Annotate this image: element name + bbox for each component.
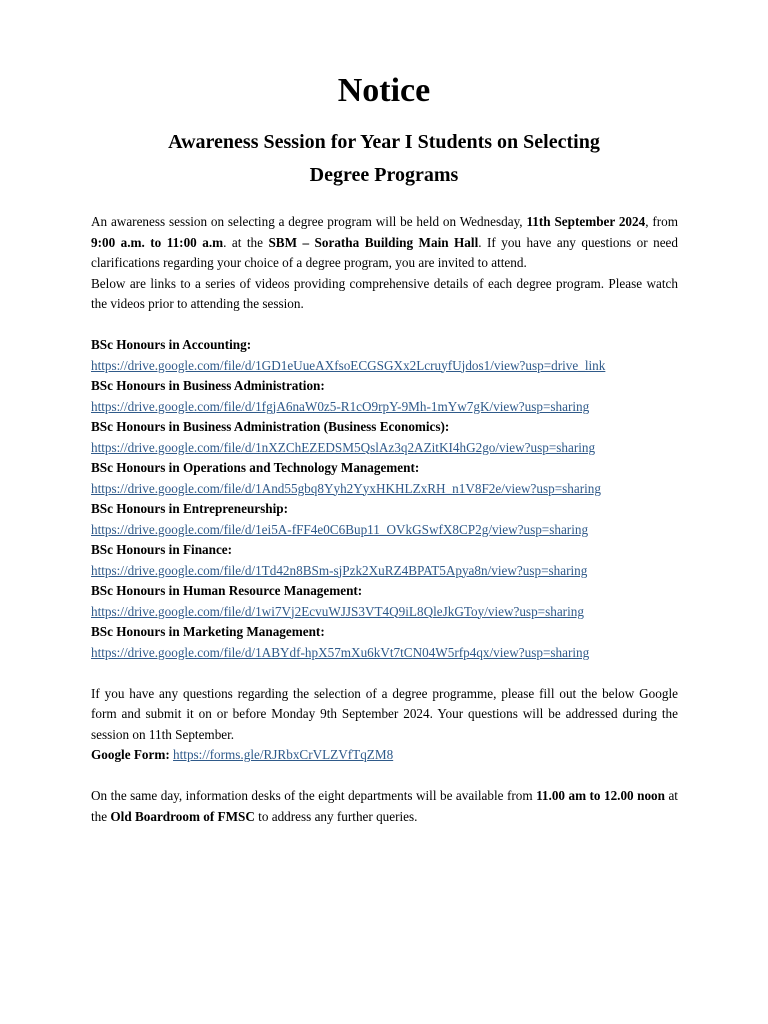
intro-text-b: , from xyxy=(645,214,678,229)
program-name-business-economics: BSc Honours in Business Administration (Business Economics): xyxy=(91,419,450,434)
page-title: Notice xyxy=(337,72,431,109)
session-date: 11th September 2024 xyxy=(526,214,646,229)
questions-paragraph: If you have any questions regarding the selection of a degree programme, please fill out the below Google form and submit it on or before Monday 9th September 2024. Your questions will be addressed during the session on 11th September. xyxy=(91,685,678,742)
program-link-human-resource[interactable]: https://drive.google.com/file/d/1wi7Vj2EcvuWJJS3VT4Q9iL8QleJkGToy/view?usp=sharing xyxy=(91,603,584,619)
notice-body xyxy=(91,212,678,827)
spacer xyxy=(91,315,678,336)
subtitle-line-2: Degree Programs xyxy=(309,164,459,186)
program-link-business-economics[interactable]: https://drive.google.com/file/d/1nXZChEZEDSM5QslAz3q2AZitKI4hG2go/view?usp=sharing xyxy=(91,439,596,455)
desks-paragraph xyxy=(91,786,678,827)
program-list xyxy=(91,335,678,663)
program-link-finance[interactable]: https://drive.google.com/file/d/1Td42n8BSm-sjPzk2XuRZ4BPAT5Apya8n/view?usp=sharing xyxy=(91,562,588,578)
program-name-human-resource: BSc Honours in Human Resource Management: xyxy=(91,583,363,598)
intro-text-c: . at the xyxy=(223,234,269,250)
program-name-finance: BSc Honours in Finance: xyxy=(91,542,233,557)
subtitle-line-1: Awareness Session for Year I Students on Selecting xyxy=(168,131,600,153)
intro-paragraph xyxy=(91,212,678,274)
program-name-operations-technology: BSc Honours in Operations and Technology Management: xyxy=(91,460,420,475)
program-link-marketing[interactable]: https://drive.google.com/file/d/1ABYdf-hpX57mXu6kVt7tCN04W5rfp4qx/view?usp=sharing xyxy=(91,644,590,660)
intro-text-d: . If you have any questions or need clarifications regarding your choice of a degree program, you are invited to attend. xyxy=(91,234,678,270)
desks-text-a: On the same day, information desks of the eight departments will be available from xyxy=(91,788,537,803)
program-name-marketing: BSc Honours in Marketing Management: xyxy=(91,624,325,639)
session-venue: SBM – Soratha Building Main Hall xyxy=(268,234,479,250)
program-name-entrepreneurship: BSc Honours in Entrepreneurship: xyxy=(91,501,288,516)
program-name-accounting: BSc Honours in Accounting: xyxy=(91,337,252,352)
google-form-line xyxy=(91,745,678,766)
google-form-label: Google Form: xyxy=(91,747,170,762)
spacer xyxy=(91,766,678,787)
desks-text-b: at the xyxy=(91,788,678,824)
program-link-operations-technology[interactable]: https://drive.google.com/file/d/1And55gbq8Yyh2YyxHKHLZxRH_n1V8F2e/view?usp=sharing xyxy=(91,480,601,496)
program-link-entrepreneurship[interactable]: https://drive.google.com/file/d/1ei5A-fFF4e0C6Bup11_OVkGSwfX8CP2g/view?usp=sharing xyxy=(91,521,589,537)
desks-time: 11.00 am to 12.00 noon xyxy=(536,788,665,803)
desks-venue: Old Boardroom of FMSC xyxy=(110,808,255,824)
session-time: 9:00 a.m. to 11:00 a.m xyxy=(91,234,224,250)
google-form-link[interactable]: https://forms.gle/RJRbxCrVLZVfTqZM8 xyxy=(173,747,394,762)
page-subtitle xyxy=(110,126,658,192)
intro-text-a: An awareness session on selecting a degree program will be held on Wednesday, xyxy=(91,214,527,229)
videos-paragraph: Below are links to a series of videos providing comprehensive details of each degree program. Please watch the videos prior to attending the session. xyxy=(91,275,678,311)
program-link-accounting[interactable]: https://drive.google.com/file/d/1GD1eUueAXfsoECGSGXx2LcruyfUjdos1/view?usp=drive_link xyxy=(91,357,606,373)
spacer xyxy=(91,663,678,684)
desks-text-c: to address any further queries. xyxy=(254,808,418,824)
program-link-business-administration[interactable]: https://drive.google.com/file/d/1fgjA6naW0z5-R1cO9rpY-9Mh-1mYw7gK/view?usp=sharing xyxy=(91,398,590,414)
program-name-business-administration: BSc Honours in Business Administration: xyxy=(91,378,325,393)
